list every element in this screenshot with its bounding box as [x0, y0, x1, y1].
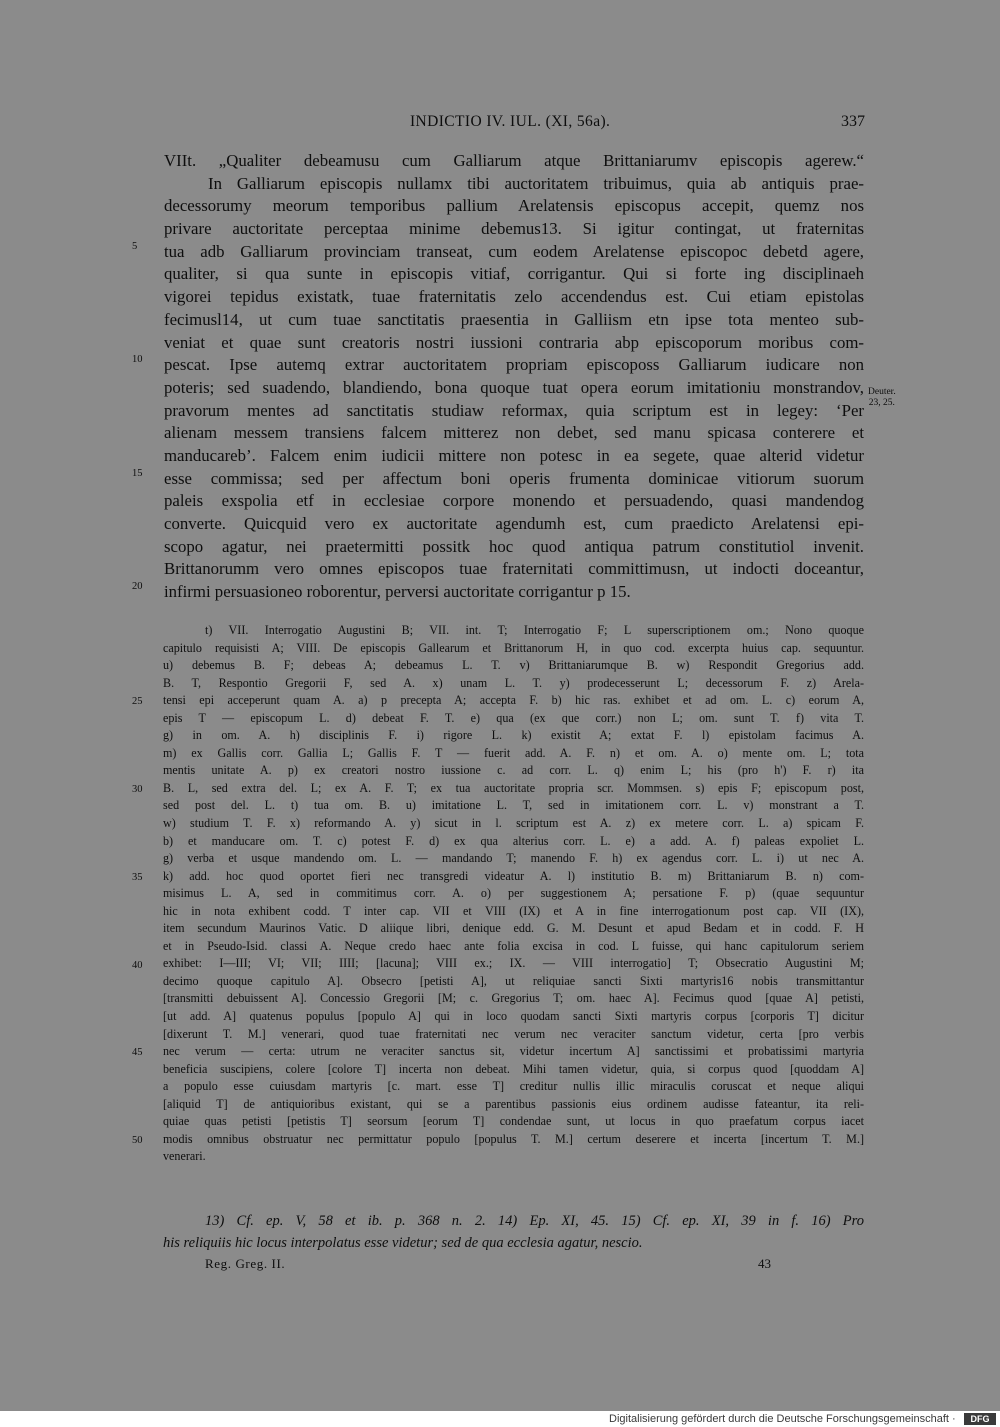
note-line: misimus L. A, sed in commitimus corr. A. o) per suggestionem A; persatione F. p) (quae sequuntur [163, 886, 864, 901]
note-line: decimo quoque capitulo A]. Obsecro [petisti A], ut reliquiae sancti Sixti martyris16 nobis transmittantur [163, 973, 864, 988]
note-line: g) in om. A. h) disciplinis F. i) rigore L. k) existit A; extat F. l) epistolam facimus A. [163, 728, 864, 743]
main-line: tua adb Galliarum provinciam transeat, cum eodem Arelatense episcopoc debetd agere, [164, 241, 864, 261]
running-header [160, 113, 865, 137]
main-line: pescat. Ipse autemq extrar auctoritatem propriam episcoposs Galliarum iudicare non [164, 355, 864, 375]
main-line: qualiter, si qua sunte in episcopis vitiaf, corrigantur. Qui si forte ing disciplinaeh [164, 264, 864, 284]
main-line: In Galliarum episcopis nullamx tibi auctoritatem tribuimus, quia ab antiquis prae- [208, 173, 864, 193]
note-line: sed post del. L. t) tua om. B. u) imitatione L. T, sed in imitationem corr. L. v) monstrant a T. [163, 798, 864, 813]
note-line: nec verum — certa: utrum ne veraciter sanctus sit, videtur incertum A] sanctissimi et probatissimi martyria [163, 1044, 864, 1059]
header-title: INDICTIO IV. IUL. (XI, 56a). [410, 113, 611, 130]
note-line: item secundum Maurinos Vatic. D aliique libri, denique edd. G. M. Desunt et apud Bedam et in codd. F. H [163, 921, 864, 936]
main-line: vigorei tepidus existatk, tuae fraternitatis zelo accendendus est. Cui etiam epistolas [164, 287, 864, 307]
main-line: scopo agatur, nei praetermitti possitk hoc quod antiqua patrum constitutiol invenit. [164, 536, 864, 556]
note-line: et in Pseudo-Isid. classi A. Neque credo haec ante folia excisa in cod. L fuisse, qui hanc capitulorum seriem [163, 938, 864, 953]
note-line: modis omnibus obstruatur nec permittatur populo [populus T. M.] certum deserere et incerta [incertum T. M.] [163, 1131, 864, 1146]
main-line: converte. Quicquid vero ex auctoritate agendumh est, cum praedicto Arelatensi epi- [164, 514, 864, 533]
note-line: B. L, sed extra del. L; ex A. F. T; ex tua auctoritate propria scr. Mommsen. s) epis F; episcopum post, [163, 780, 864, 795]
note-line: [aliquid T] de antiquioribus existant, qui se a parentibus passionis eius ordinem audisse fateantur, ita reli- [163, 1096, 864, 1111]
main-line: decessorumy meorum temporibus pallium Arelatensis episcopus accepit, quemz nos [164, 196, 864, 216]
main-line: pravorum mentes ad sanctitatis studiaw reformax, quia scriptum est in legey: ‘Per [164, 400, 864, 420]
main-line: infirmi persuasioneo roborentur, perversi auctoritate corrigantur p 15. [164, 582, 631, 602]
dfg-logo: DFG [964, 1413, 996, 1425]
line-number: 15 [132, 468, 143, 479]
footnotes [163, 1210, 864, 1254]
note-line-number: 50 [132, 1135, 143, 1146]
note-line-number: 40 [132, 960, 143, 971]
note-line-number: 25 [132, 696, 143, 707]
page-number: 337 [841, 113, 865, 130]
signature-number: 43 [758, 1256, 771, 1271]
digitization-credit: Digitalisierung gefördert durch die Deutsche Forschungsgemeinschaft · [609, 1413, 956, 1425]
note-line: w) studium T. F. x) reformando A. y) sicut in l. scriptum est A. z) ex metere corr. L. a) spicam F. [163, 816, 864, 831]
note-line: [transmitti debuissent A]. Concessio Gregorii [M; c. Gregorius T; om. haec A]. Fecimus quod [quae A] petisti, [163, 991, 864, 1006]
note-line-number: 35 [132, 872, 143, 883]
main-line: privare auctoritate perceptaa minime debemus13. Si igitur contingat, ut fraternitas [164, 219, 864, 239]
note-line: [dixerunt T. M.] venerari, quod tuae fraternitati nec verum nec veraciter sanctum videtur, certa [pro verbis [163, 1026, 864, 1041]
note-line: t) VII. Interrogatio Augustini B; VII. int. T; Interrogatio F; L superscriptionem om.; Nono quoque [205, 623, 864, 637]
line-number: 5 [132, 241, 138, 252]
main-line: manducareb’. Falcem enim iudicii mittere non potesc in ea segete, quae alterid videtur [164, 445, 864, 465]
note-line: b) et manducare om. T. c) potest F. d) ex qua alterius corr. L. e) a add. A. f) paleas expoliet L. [163, 833, 864, 848]
note-line: g) verba et usque mandendo om. L. — mandando T; manendo F. h) ex agendus corr. L. i) ut nec A. [163, 851, 864, 866]
main-line: veniat et quae sunt creatoris nostri iussioni contraria abp episcoporum moribus com- [164, 332, 864, 352]
main-text [164, 150, 864, 604]
critical-apparatus [163, 622, 864, 1166]
main-line: fecimusl14, ut cum tuae sanctitatis praesentia in Galliism etn ipse tota menteo sub- [164, 309, 864, 329]
note-line: k) add. hoc quod oportet fieri nec transgredi videatur A. l) institutio B. m) Brittaniarum B. n) com- [163, 868, 864, 883]
line-number: 20 [132, 581, 143, 592]
note-line: epis T — episcopum L. d) debeat F. T. e) qua (ex que corr.) non L; om. sunt T. f) vita T. [163, 710, 864, 725]
footnote-line: his reliquiis hic locus interpolatus esse videtur; sed de qua ecclesia agatur, nescio. [163, 1235, 643, 1251]
note-line: B. T, Respontio Gregorii F, sed A. x) unam L. T. y) prodecesserunt L; decessorum F. z) Arela- [163, 675, 864, 690]
main-line: alienam messem transiens falcem mitterez non debet, sed manu spicasa conterere et [164, 423, 864, 443]
main-line: VIIt. „Qualiter debeamusu cum Galliarum atque Brittaniarumv episcopis agerew.“ [164, 151, 864, 170]
main-line: poteris; sed suadendo, blandiendo, bona quoque tuat opera eorum imitationiu monstrandov, [164, 377, 864, 397]
note-line-number: 45 [132, 1047, 143, 1058]
note-line: hic in nota exhibent codd. T inter cap. VII et VIII (IX) et A in fine interrogationum post cap. VII (IX), [163, 903, 864, 918]
note-line: m) ex Gallis corr. Gallia L; Gallis F. T — fuerit add. A. F. n) et om. A. o) mente om. L; tota [163, 745, 864, 760]
footnote-line: 13) Cf. ep. V, 58 et ib. p. 368 n. 2. 14) Ep. XI, 45. 15) Cf. ep. XI, 39 in f. 16) Pro [205, 1213, 864, 1229]
main-line: paleis exspolia etf in ecclesiae corpore monendo et persuadendo, quasi mandendog [164, 491, 864, 511]
main-line: esse commissa; sed per affectum boni operis frumenta dominicae vitiorum suorum [164, 468, 864, 488]
margin-ref-verse: 23, 25. [868, 398, 895, 408]
note-line: a populo esse cuiusdam martyris [c. mart. esse T] creditur nullis illic miraculis coruscat et neque aliqui [163, 1079, 864, 1094]
signature-title: Reg. Greg. II. [205, 1256, 286, 1271]
margin-ref-book: Deuter. [868, 387, 896, 397]
main-line: Brittanorumm vero omnes episcopos tuae fraternitati committimusn, ut indocti doceantur, [164, 559, 864, 579]
note-line: mentis unitate A. p) ex creatori nostro iussione c. ad corr. L. q) enim L; his (pro h') F. r) ita [163, 763, 864, 778]
note-line: exhibet: I—III; VI; VII; IIII; [lacuna]; VIII ex.; IX. — VIII interrogatio] T; Obsecratio Augustini M; [163, 956, 864, 971]
line-number: 10 [132, 354, 143, 365]
note-line: [ut add. A] quatenus populus [populo A] qui in loco quodam sancti Sixti martyris corpus [corporis T] dicitur [163, 1009, 864, 1024]
note-line: tensi epi acceperunt quam A. a) p precepta A; accepta F. b) hic ras. exhibet et ad om. L. c) eorum A, [163, 693, 864, 708]
note-line: quiae quas petisti [petistis T] seorsum [eorum T] condendae sunt, ut locus in quo praefatum corpus iacet [163, 1114, 864, 1129]
note-line: beneficia suscipiens, colere [colore T] incerta non debeat. Mihi tamen videtur, quia, si corpus quod [quoddam A] [163, 1061, 864, 1076]
note-line: venerari. [163, 1149, 206, 1164]
margin-reference [868, 387, 896, 409]
note-line: u) debemus B. F; debeas A; debeamus L. T. v) Brittaniarumque B. w) Respondit Gregorius add. [163, 658, 864, 673]
note-line: capitulo requisisti A; VIII. De episcopis Gallearum et Brittanorum H, in quo cod. excerpta huius cap. sequuntur. [163, 640, 864, 655]
note-line-number: 30 [132, 784, 143, 795]
